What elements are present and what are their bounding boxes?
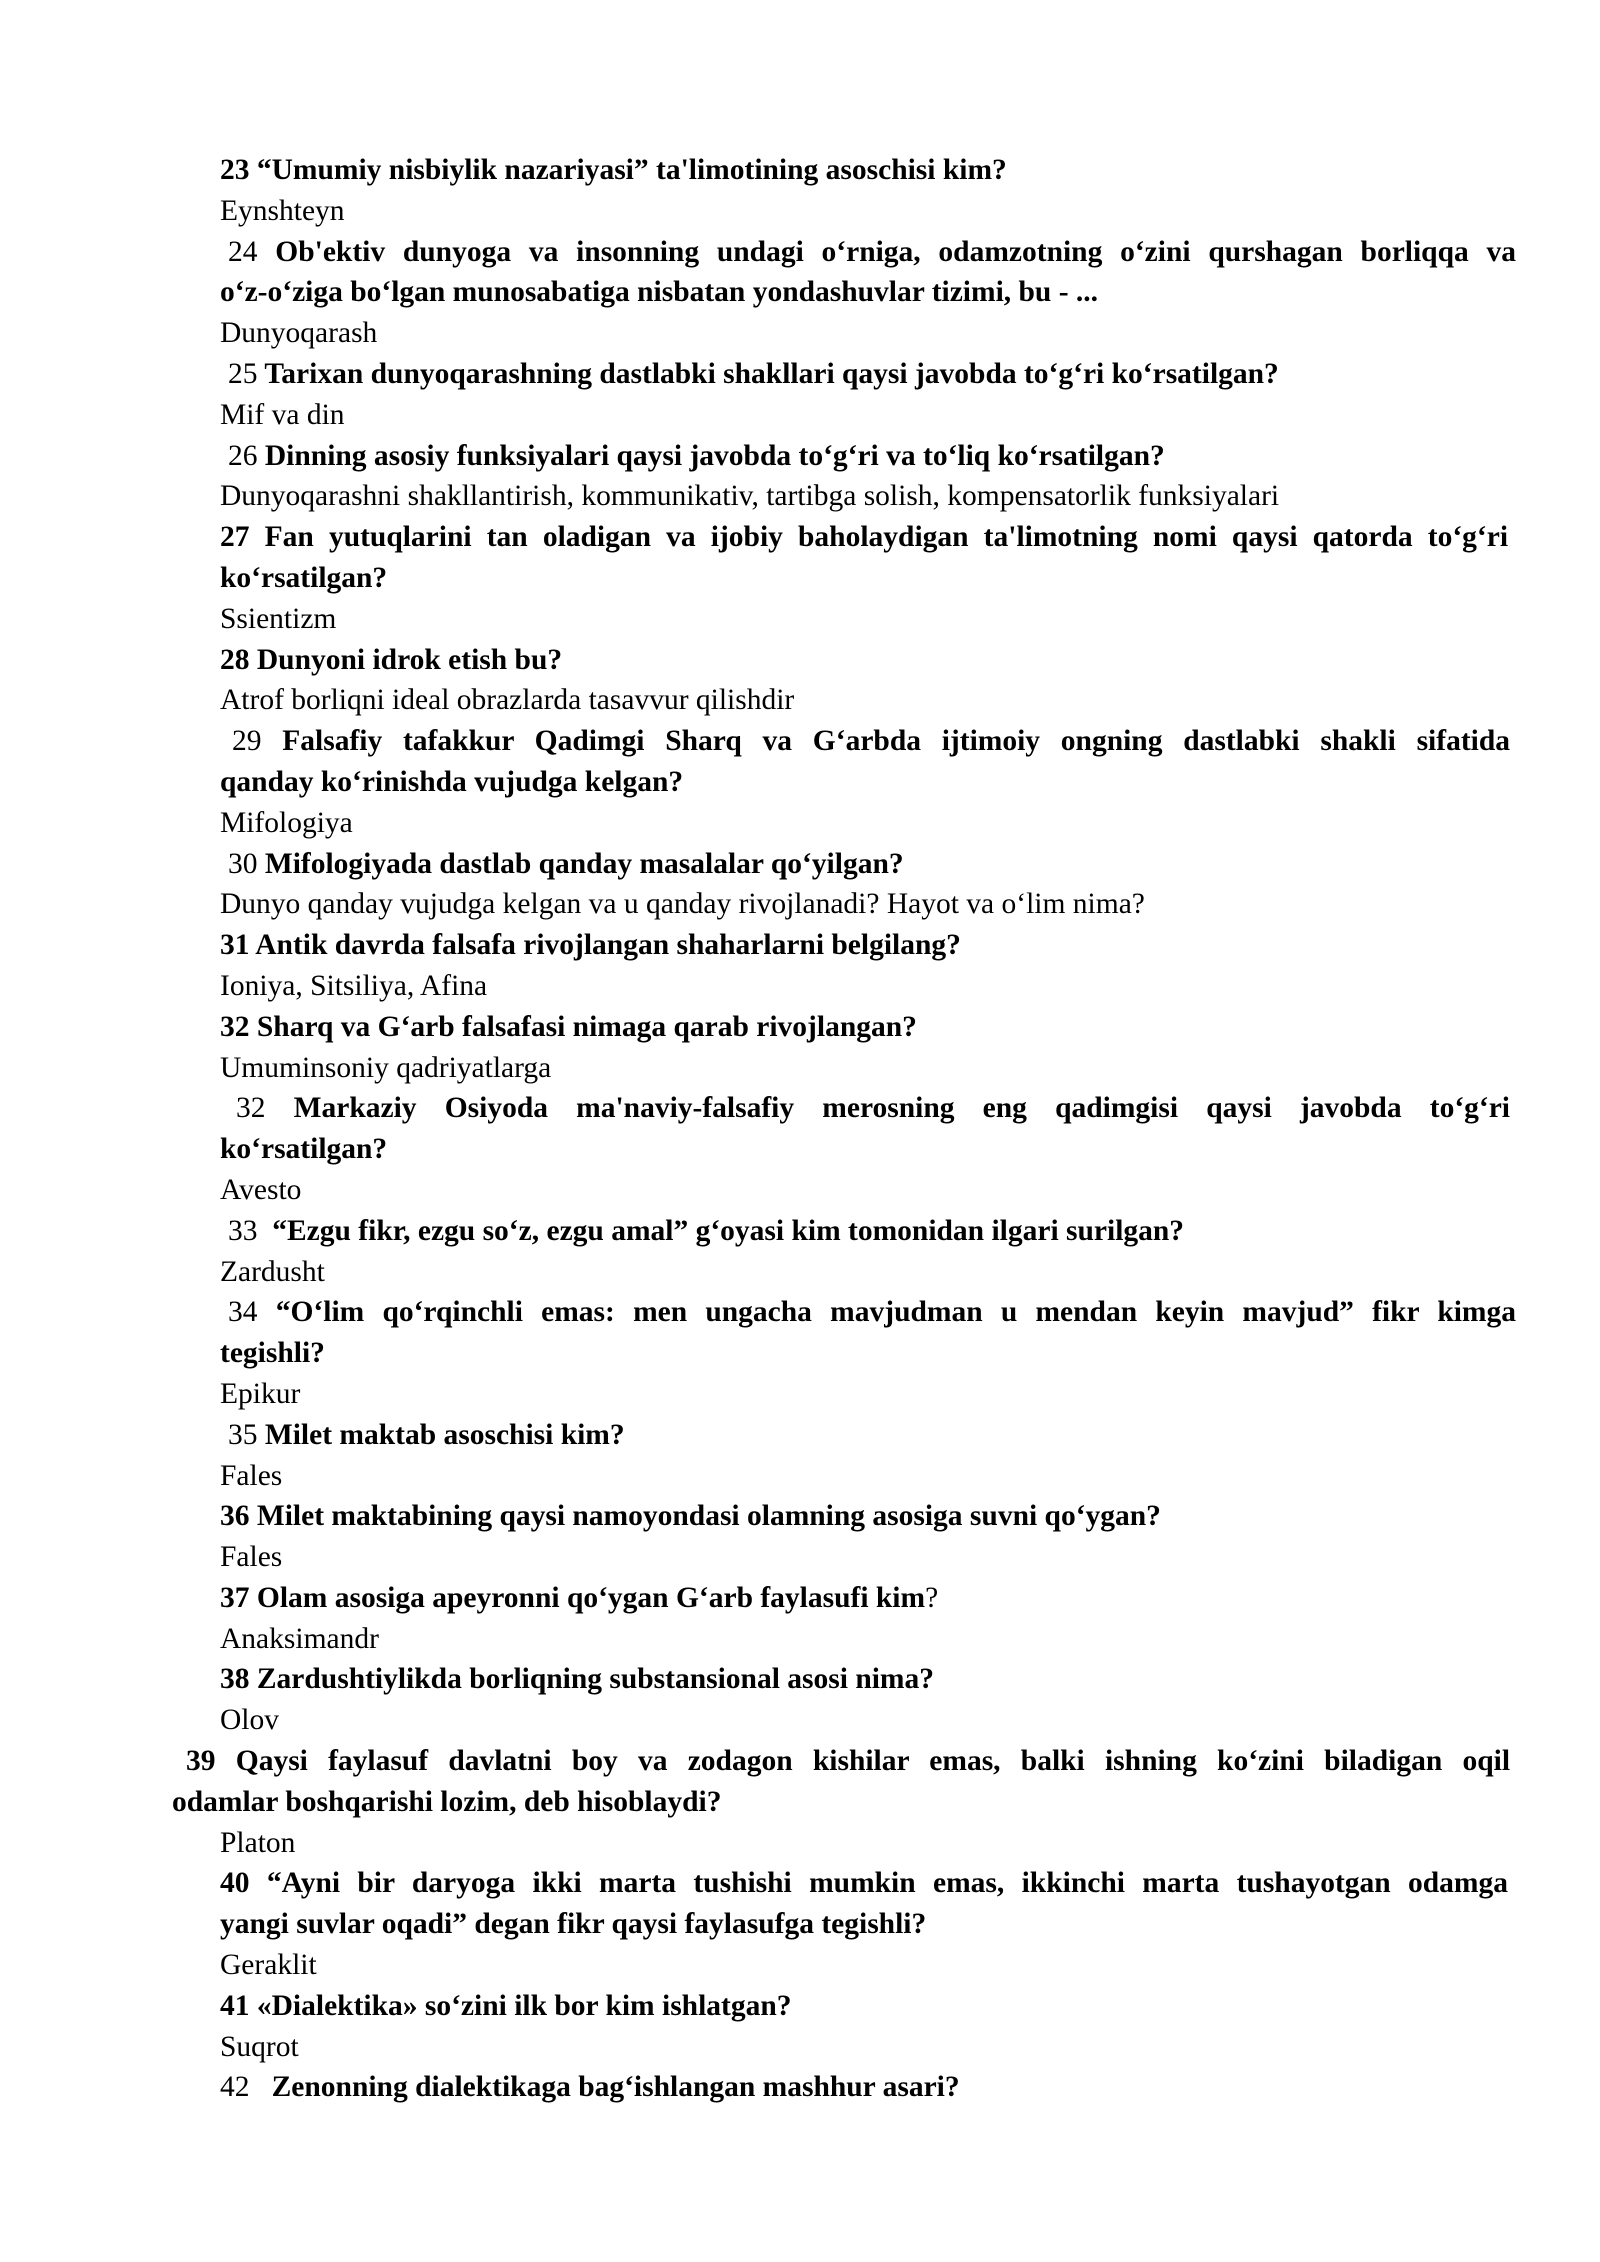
answer-24: Dunyoqarash xyxy=(220,317,378,350)
question-34-cont: tegishli? xyxy=(220,1337,325,1370)
question-number: 35 xyxy=(228,1418,258,1451)
question-text: “Ayni bir daryoga ikki marta tushishi mumkin emas, ikkinchi marta tushayotgan odamga xyxy=(266,1867,1509,1900)
question-number: 31 xyxy=(220,929,250,962)
question-31 xyxy=(0,925,1600,966)
question-number: 23 xyxy=(220,154,250,186)
question-text: «Dialektika» so‘zini ilk bor kim ishlatgan? xyxy=(256,1989,792,2022)
question-38 xyxy=(0,1659,1600,1700)
question-number: 29 xyxy=(232,725,262,758)
answer-32: Umuminsoniy qadriyatlarga xyxy=(220,1051,552,1084)
answer-34: Epikur xyxy=(220,1377,301,1410)
question-text: “Ezgu fikr, ezgu so‘z, ezgu amal” g‘oyasi kim tomonidan ilgari surilgan? xyxy=(272,1214,1185,1247)
question-mark: ? xyxy=(925,1581,939,1614)
question-text: “O‘lim qo‘rqinchli emas: men ungacha mavjudman u mendan keyin mavjud” fikr kimga xyxy=(275,1296,1517,1329)
question-number: 36 xyxy=(220,1500,250,1533)
question-29-cont: qanday ko‘rinishda vujudga kelgan? xyxy=(220,765,684,798)
question-35 xyxy=(0,1415,1600,1456)
question-text: Tarixan dunyoqarashning dastlabki shakllari qaysi javobda to‘g‘ri ko‘rsatilgan? xyxy=(264,357,1279,390)
question-30 xyxy=(0,844,1600,885)
question-40-cont: yangi suvlar oqadi” degan fikr qaysi faylasufga tegishli? xyxy=(220,1908,927,1941)
question-29 xyxy=(0,721,1510,762)
answer-38: Olov xyxy=(220,1704,279,1737)
answer-28: Atrof borliqni ideal obrazlarda tasavvur qilishdir xyxy=(220,684,795,717)
answer-31: Ioniya, Sitsiliya, Afina xyxy=(220,969,488,1002)
answer-26: Dunyoqarashni shakllantirish, kommunikativ, tartibga solish, kompensatorlik funksiyalari xyxy=(220,480,1280,513)
question-text: Markaziy Osiyoda ma'naviy-falsafiy merosning eng qadimgisi qaysi javobda to‘g‘ri xyxy=(293,1092,1511,1125)
question-number: 25 xyxy=(228,357,258,390)
question-39 xyxy=(0,1741,1510,1782)
question-text: Mifologiyada dastlab qanday masalalar qo‘yilgan? xyxy=(264,847,904,880)
question-24 xyxy=(0,232,1516,273)
question-26 xyxy=(0,436,1600,477)
question-28 xyxy=(0,640,1600,681)
answer-27: Ssientizm xyxy=(220,602,337,635)
question-number: 39 xyxy=(186,1745,216,1778)
question-23 xyxy=(0,150,1600,191)
question-text: Antik davrda falsafa rivojlangan shaharlarni belgilang? xyxy=(255,929,961,962)
question-number: 32 xyxy=(220,1010,250,1043)
answer-36: Fales xyxy=(220,1541,283,1574)
question-25 xyxy=(0,354,1600,395)
question-number: 26 xyxy=(228,439,258,472)
question-number: 40 xyxy=(220,1867,250,1900)
answer-25: Mif va din xyxy=(220,398,345,431)
question-text: Qaysi faylasuf davlatni boy va zodagon kishilar emas, balki ishning ko‘zini biladigan oqil xyxy=(235,1745,1511,1778)
question-number: 30 xyxy=(228,847,258,880)
question-number: 37 xyxy=(220,1581,250,1614)
question-37 xyxy=(0,1578,1600,1619)
answer-33: Zardusht xyxy=(220,1255,325,1288)
question-number: 32 xyxy=(236,1092,266,1125)
answer-40: Geraklit xyxy=(220,1949,317,1982)
answer-41: Suqrot xyxy=(220,2030,299,2063)
question-number: 38 xyxy=(220,1663,250,1696)
question-text: Dunyoni idrok etish bu? xyxy=(256,643,563,676)
question-34 xyxy=(0,1292,1516,1333)
question-number: 27 xyxy=(220,521,250,554)
question-text: Olam asosiga apeyronni qo‘ygan G‘arb faylasufi kim xyxy=(256,1581,926,1614)
question-27 xyxy=(0,517,1508,558)
question-text: Zardushtiylikda borliqning substansional asosi nima? xyxy=(256,1663,934,1696)
answer-23: Eynshteyn xyxy=(220,194,345,227)
question-number: 42 xyxy=(220,2071,250,2104)
question-text: Ob'ektiv dunyoga va insonning undagi o‘rniga, odamzotning o‘zini qurshagan borliqqa va xyxy=(275,235,1517,268)
question-list xyxy=(0,150,1600,2108)
question-text: “Umumiy nisbiylik nazariyasi” ta'limotining asoschisi kim? xyxy=(256,154,1007,186)
question-41 xyxy=(0,1986,1600,2027)
question-text: Zenonning dialektikaga bag‘ishlangan mashhur asari? xyxy=(271,2071,960,2104)
question-32b-cont: ko‘rsatilgan? xyxy=(220,1133,388,1166)
question-number: 28 xyxy=(220,643,250,676)
answer-30: Dunyo qanday vujudga kelgan va u qanday rivojlanadi? Hayot va o‘lim nima? xyxy=(220,888,1145,921)
question-39-cont: odamlar boshqarishi lozim, deb hisoblaydi? xyxy=(172,1785,722,1818)
question-27-cont: ko‘rsatilgan? xyxy=(220,561,388,594)
question-number: 41 xyxy=(220,1989,250,2022)
question-text: Milet maktab asoschisi kim? xyxy=(264,1418,625,1451)
answer-35: Fales xyxy=(220,1459,283,1492)
question-text: Fan yutuqlarini tan oladigan va ijobiy baholaydigan ta'limotning nomi qaysi qatorda to‘g‘ri xyxy=(264,521,1509,554)
answer-37: Anaksimandr xyxy=(220,1622,379,1655)
question-40 xyxy=(0,1863,1508,1904)
answer-39: Platon xyxy=(220,1826,296,1859)
question-24-cont: o‘z-o‘ziga bo‘lgan munosabatiga nisbatan yondashuvlar tizimi, bu - ... xyxy=(220,276,1099,309)
question-32b xyxy=(0,1088,1510,1129)
question-number: 33 xyxy=(228,1214,258,1247)
question-number: 34 xyxy=(228,1296,258,1329)
answer-32b: Avesto xyxy=(220,1173,302,1206)
answer-29: Mifologiya xyxy=(220,806,353,839)
question-text: Falsafiy tafakkur Qadimgi Sharq va G‘arbda ijtimoiy ongning dastlabki shakli sifatida xyxy=(282,725,1511,758)
question-number: 24 xyxy=(228,235,258,268)
question-33 xyxy=(0,1211,1600,1252)
question-42 xyxy=(0,2067,1600,2108)
question-32 xyxy=(0,1007,1600,1048)
question-36 xyxy=(0,1496,1600,1537)
question-text: Sharq va G‘arb falsafasi nimaga qarab rivojlangan? xyxy=(256,1010,917,1043)
question-text: Dinning asosiy funksiyalari qaysi javobda to‘g‘ri va to‘liq ko‘rsatilgan? xyxy=(264,439,1165,472)
question-text: Milet maktabining qaysi namoyondasi olamning asosiga suvni qo‘ygan? xyxy=(256,1500,1161,1533)
